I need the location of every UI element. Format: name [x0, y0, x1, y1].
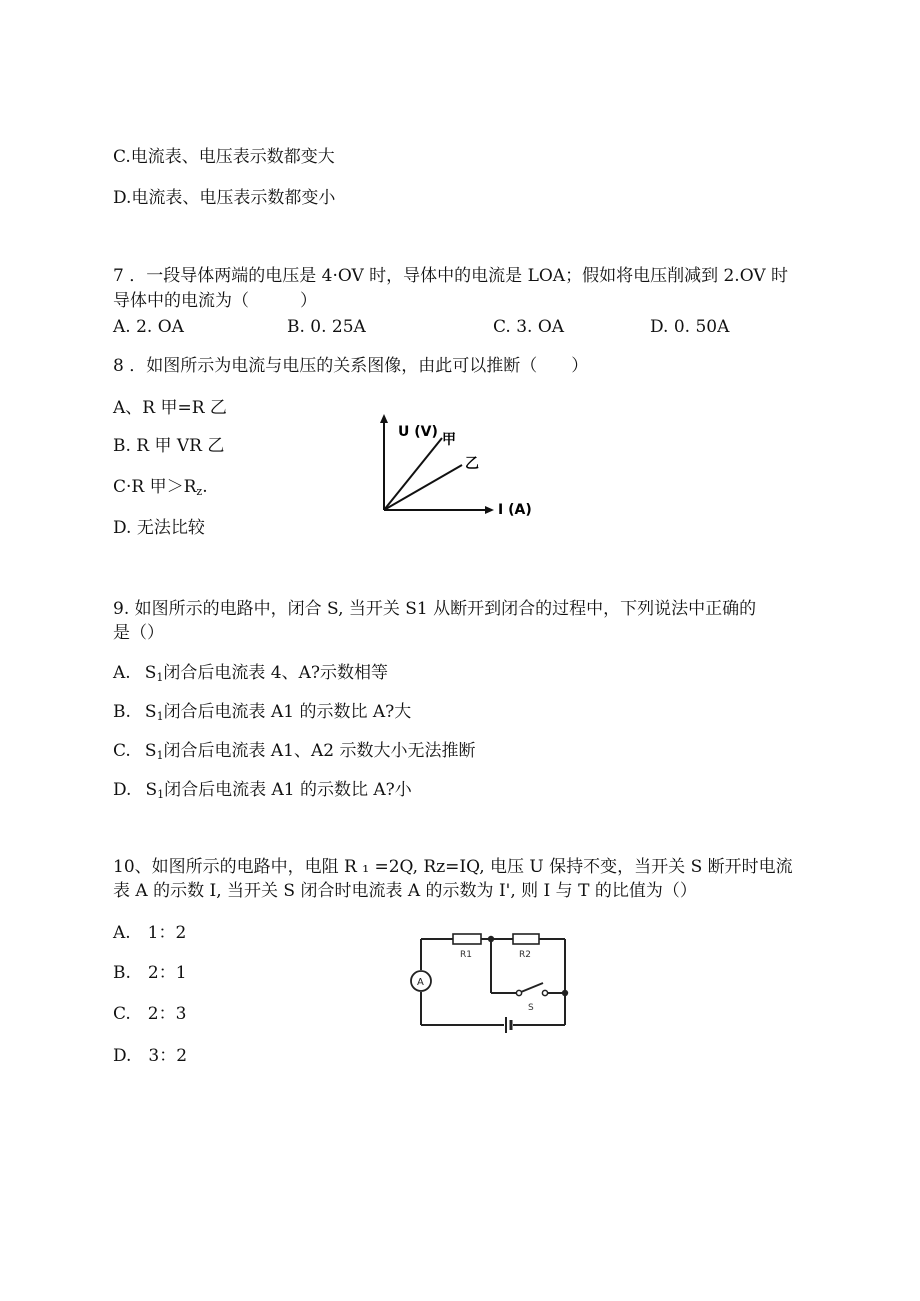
q9-option-c: C. $S_1$闭合后电流表 A1、A2 示数大小无法推断 [113, 741, 476, 762]
line-yi [384, 465, 462, 510]
q7-option-b: B. 0. 25A [287, 317, 366, 337]
q10-stem-line1: 10、如图所示的电路中，电阻 R ₁ =2Q, Rz=IQ, 电压 U 保持不变，当开关 S 断开时电流 [113, 857, 793, 877]
i-axis-label: I (A) [498, 502, 532, 518]
line-yi-label: 乙 [465, 456, 479, 472]
line-jia [384, 438, 442, 510]
q7-option-d: D. 0. 50A [650, 317, 730, 337]
q6-option-d: D.电流表、电压表示数都变小 [113, 188, 336, 208]
q9-stem-line1: 9. 如图所示的电路中，闭合 S, 当开关 S1 从断开到闭合的过程中，下列说法中正确的 [113, 599, 757, 619]
junction-node [488, 936, 494, 942]
q9-option-b: B. $S_1$闭合后电流表 A1 的示数比 A?大 [113, 702, 412, 723]
ammeter-label: A [417, 977, 424, 988]
u-axis-label: U (V) [398, 424, 438, 440]
q7-stem-line2: 导体中的电流为（ ） [113, 291, 317, 311]
r1-label: R1 [460, 950, 472, 960]
q7-stem-line1: 7 ．一段导体两端的电压是 4·OV 时，导体中的电流是 LOA；假如将电压削减到 2.OV 时 [113, 266, 789, 286]
q10-option-c: C. 2：3 [113, 1004, 187, 1024]
u-axis-arrow-icon [380, 414, 388, 423]
q9-option-a: A. $S_1$闭合后电流表 4、A?示数相等 [113, 663, 388, 684]
resistor-r1 [453, 934, 481, 944]
switch-label: S [528, 1003, 534, 1013]
circuit-diagram [405, 928, 575, 1038]
q7-option-a: A. 2. OA [113, 317, 184, 337]
junction-node [562, 990, 568, 996]
q6-option-c: C.电流表、电压表示数都变大 [113, 147, 335, 167]
q10-stem-line2: 表 A 的示数 I, 当开关 S 闭合时电流表 A 的示数为 I', 则 I 与 T 的比值为（） [113, 881, 697, 901]
switch-contact [516, 990, 521, 995]
q9-option-d: D. $S_1$闭合后电流表 A1 的示数比 A?小 [113, 780, 412, 801]
i-axis-arrow-icon [485, 506, 494, 514]
r2-label: R2 [519, 950, 531, 960]
q8-option-b: B. R 甲 VR 乙 [113, 436, 225, 456]
q8-stem: 8 ．如图所示为电流与电压的关系图像，由此可以推断（ ） [113, 356, 589, 376]
q7-option-c: C. 3. OA [493, 317, 565, 337]
q10-option-b: B. 2：1 [113, 963, 187, 983]
q8-option-a: A、R 甲=R 乙 [113, 398, 227, 418]
q10-option-a: A. 1：2 [113, 923, 187, 943]
switch-contact [542, 990, 547, 995]
ui-graph [370, 410, 545, 520]
resistor-r2 [513, 934, 539, 944]
q8-option-c: C·R 甲$>R_z$. [113, 477, 208, 498]
line-jia-label: 甲 [442, 432, 456, 448]
q9-stem-line2: 是（） [113, 623, 164, 643]
q10-option-d: D. 3：2 [113, 1046, 188, 1066]
q8-option-d: D. 无法比较 [113, 518, 205, 538]
